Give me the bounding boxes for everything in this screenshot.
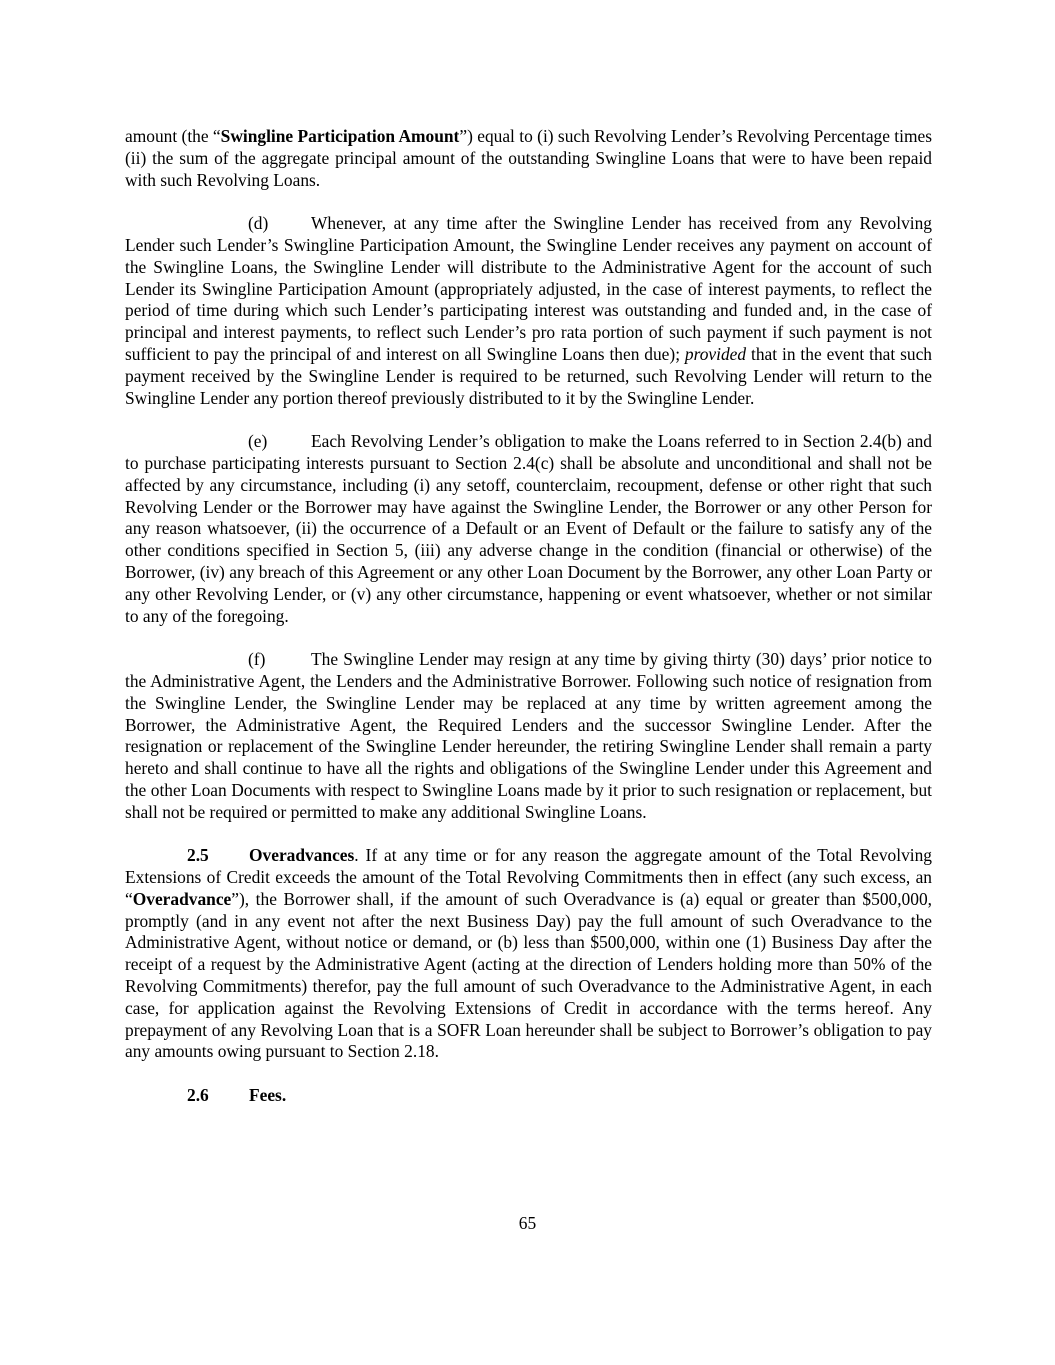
paragraph-e: (e) Each Revolving Lender’s obligation to make the Loans referred to in Section 2.4(b) and to purchase participating interests pursuant to Section 2.4(c) shall be absolute and unconditional and shall not be affected by any circumstance, including (i) any setoff, counterclaim, recoupment, defense or other right that such Revolving Lender or the Borrower may have against the Swingline Lender, the Borrower or any other Person for any reason whatsoever, (ii) the occurrence of a Default or an Event of Default or the failure to satisfy any of the other conditions specified in Section 5, (iii) any adverse change in the condition (financial or otherwise) of the Borrower, (iv) any breach of this Agreement or any other Loan Document by the Borrower, any other Loan Party or any other Revolving Lender, or (v) any other circumstance, happening or event whatsoever, whether or not similar to any of the foregoing. bbox=[125, 431, 932, 626]
paragraph-f: (f) The Swingline Lender may resign at any time by giving thirty (30) days’ prior notice to the Administrative Agent, the Lenders and the Administrative Borrower. Following such notice of resignation from the Swingline Lender, the Swingline Lender may be replaced at any time by written agreement among the Borrower, the Administrative Agent, the Required Lenders and the successor Swingline Lender. After the resignation or replacement of the Swingline Lender hereunder, the retiring Swingline Lender shall remain a party hereto and shall continue to have all the rights and obligations of the Swingline Lender under this Agreement and the other Loan Documents with respect to Swingline Loans made by it prior to such resignation or replacement, but shall not be required or permitted to make any additional Swingline Loans. bbox=[125, 649, 932, 822]
emphasis-provided: provided bbox=[684, 343, 747, 364]
paragraph-label: (d) bbox=[248, 213, 269, 234]
section-number: 2.5 bbox=[187, 845, 209, 866]
section-title: Overadvances bbox=[249, 845, 355, 866]
paragraph-label: (f) bbox=[248, 649, 266, 670]
section-title: Fees. bbox=[249, 1085, 287, 1106]
document-body bbox=[125, 126, 932, 1107]
paragraph-d: (d) Whenever, at any time after the Swingline Lender has received from any Revolving Lender such Lender’s Swingline Participation Amount, the Swingline Lender receives any payment on account of the Swingline Loans, the Swingline Lender will distribute to the Administrative Agent for the account of such Lender its Swingline Participation Amount (appropriately adjusted, in the case of interest payments, to reflect the period of time during which such Lender’s participating interest was outstanding and funded and, in the case of principal and interest payments, to reflect such Lender’s pro rata portion of such payment if such payment is not sufficient to pay the principal of and interest on all Swingline Loans then due); provided that in the event that such payment received by the Swingline Lender is required to be returned, such Revolving Lender will return to the Swingline Lender any portion thereof previously distributed to it by the Swingline Lender. bbox=[125, 213, 932, 408]
page-number: 65 bbox=[518, 1213, 537, 1233]
paragraph-swingline-participation-amount: amount (the “Swingline Participation Amount”) equal to (i) such Revolving Lender’s Revolving Percentage times (ii) the sum of the aggregate principal amount of the outstanding Swingline Loans that were to have been repaid with such Revolving Loans. bbox=[125, 126, 932, 190]
defined-term: Overadvance bbox=[132, 888, 232, 909]
section-2-5-overadvances: 2.5 Overadvances. If at any time or for any reason the aggregate amount of the Total Revolving Extensions of Credit exceeds the amount of the Total Revolving Commitments then in effect (any such excess, an “Overadvance”), the Borrower shall, if the amount of such Overadvance is (a) equal or greater than $500,000, promptly (and in any event not after the next Business Day) pay the full amount of such Overadvance to the Administrative Agent, without notice or demand, or (b) less than $500,000, within one (1) Business Day after the receipt of a request by the Administrative Agent (acting at the direction of Lenders holding more than 50% of the Revolving Commitments) therefor, pay the full amount of such Overadvance to the Administrative Agent, in each case, for application against the Revolving Extensions of Credit in accordance with the terms hereof. Any prepayment of any Revolving Loan that is a SOFR Loan hereunder shall be subject to Borrower’s obligation to pay any amounts owing pursuant to Section 2.18. bbox=[125, 845, 932, 1062]
section-2-6-fees bbox=[125, 1085, 932, 1107]
defined-term: Swingline Participation Amount bbox=[220, 126, 460, 146]
paragraph-label: (e) bbox=[248, 431, 268, 452]
section-number: 2.6 bbox=[187, 1085, 209, 1106]
